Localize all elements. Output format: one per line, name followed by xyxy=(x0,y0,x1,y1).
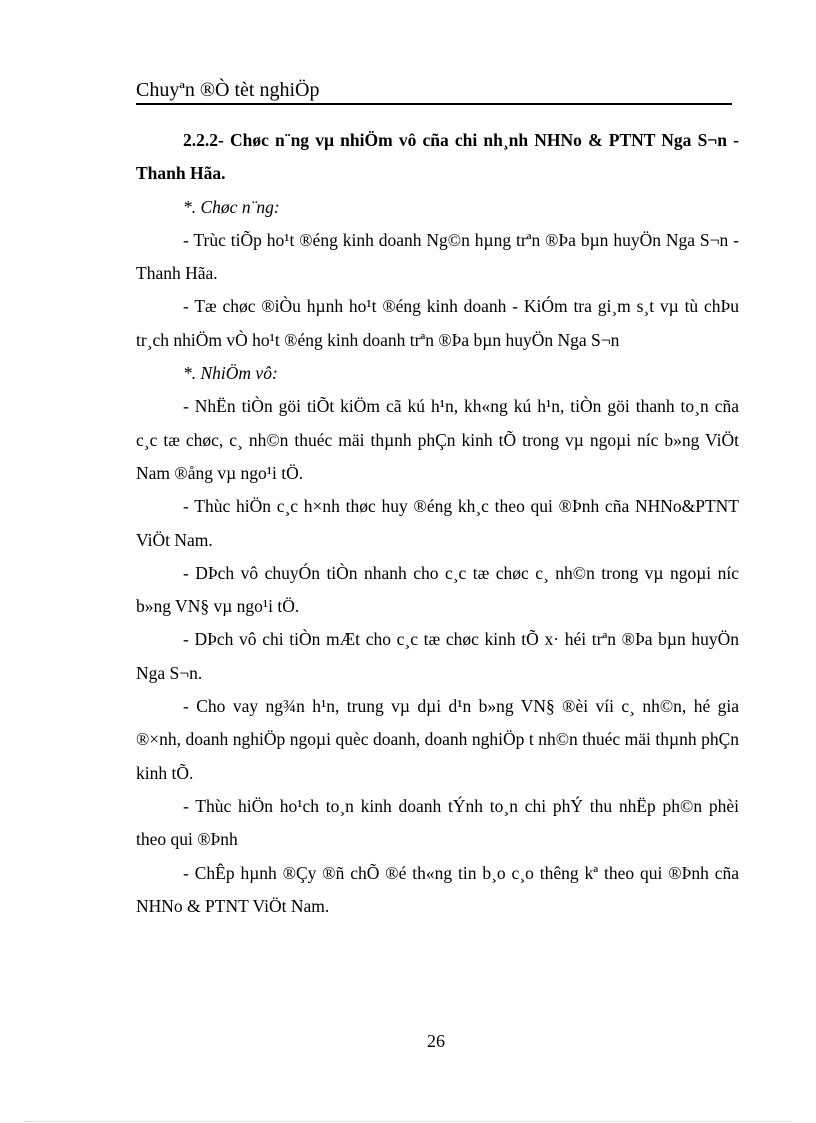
function-item: - Trùc tiÕp ho¹t ®éng kinh doanh Ng©n hµng trªn ®Þa bµn huyÖn Nga S¬n - Thanh Hãa. xyxy=(136,229,739,284)
duty-item: - Cho vay ng¾n h¹n, trung vµ dµi d¹n b»ng VN§ ®èi víi c¸ nh©n, hé gia ®×nh, doanh nghiÖp ngoµi quèc doanh, doanh nghiÖp t nh©n thuéc mäi thµnh phÇn kinh tÕ. xyxy=(136,696,739,783)
duty-item: - Thùc hiÖn c¸c h×nh thøc huy ®éng kh¸c theo qui ®Þnh cña NHNo&PTNT ViÖt Nam. xyxy=(136,496,739,550)
duty-item: - Thùc hiÖn ho¹ch to¸n kinh doanh tÝnh to¸n chi phÝ thu nhËp ph©n phèi theo qui ®Þnh xyxy=(136,795,739,850)
duty-item: - DÞch vô chi tiÒn mÆt cho c¸c tæ chøc kinh tÕ x· héi trªn ®Þa bµn huyÖn Nga S¬n. xyxy=(136,629,739,683)
page-header: Chuyªn ®Ò tèt nghiÖp xyxy=(136,78,732,105)
page-number: 26 xyxy=(427,1031,445,1051)
function-item: - Tæ chøc ®iÒu hµnh ho¹t ®éng kinh doanh - KiÓm tra gi¸m s¸t vµ tù chÞu tr¸ch nhiÖm vÒ ho¹t ®éng kinh doanh trªn ®Þa bµn huyÖn Nga S¬n xyxy=(136,296,739,350)
duty-item: - NhËn tiÒn göi tiÕt kiÖm cã kú h¹n, kh«ng kú h¹n, tiÒn göi thanh to¸n cña c¸c tæ chøc, c¸ nh©n thuéc mäi thµnh phÇn kinh tÕ trong vµ ngoµi níc b»ng ViÖt Nam ®ång vµ ngo¹i tÖ. xyxy=(136,396,739,483)
duties-label: *. NhiÖm vô: xyxy=(183,363,278,384)
document-body xyxy=(136,124,739,923)
functions-label: *. Chøc n¨ng: xyxy=(183,196,280,217)
duty-item: - ChÊp hµnh ®Çy ®ñ chÕ ®é th«ng tin b¸o c¸o thêng kª theo qui ®Þnh cña NHNo & PTNT ViÖt Nam. xyxy=(136,862,739,916)
page-divider xyxy=(24,1121,792,1122)
section-heading: 2.2.2- Chøc n¨ng vµ nhiÖm vô cña chi nh¸nh NHNo & PTNT Nga S¬n - Thanh Hãa. xyxy=(136,130,739,184)
duty-item: - DÞch vô chuyÓn tiÒn nhanh cho c¸c tæ chøc c¸ nh©n trong vµ ngoµi níc b»ng VN§ vµ ngo¹i tÖ. xyxy=(136,562,739,617)
